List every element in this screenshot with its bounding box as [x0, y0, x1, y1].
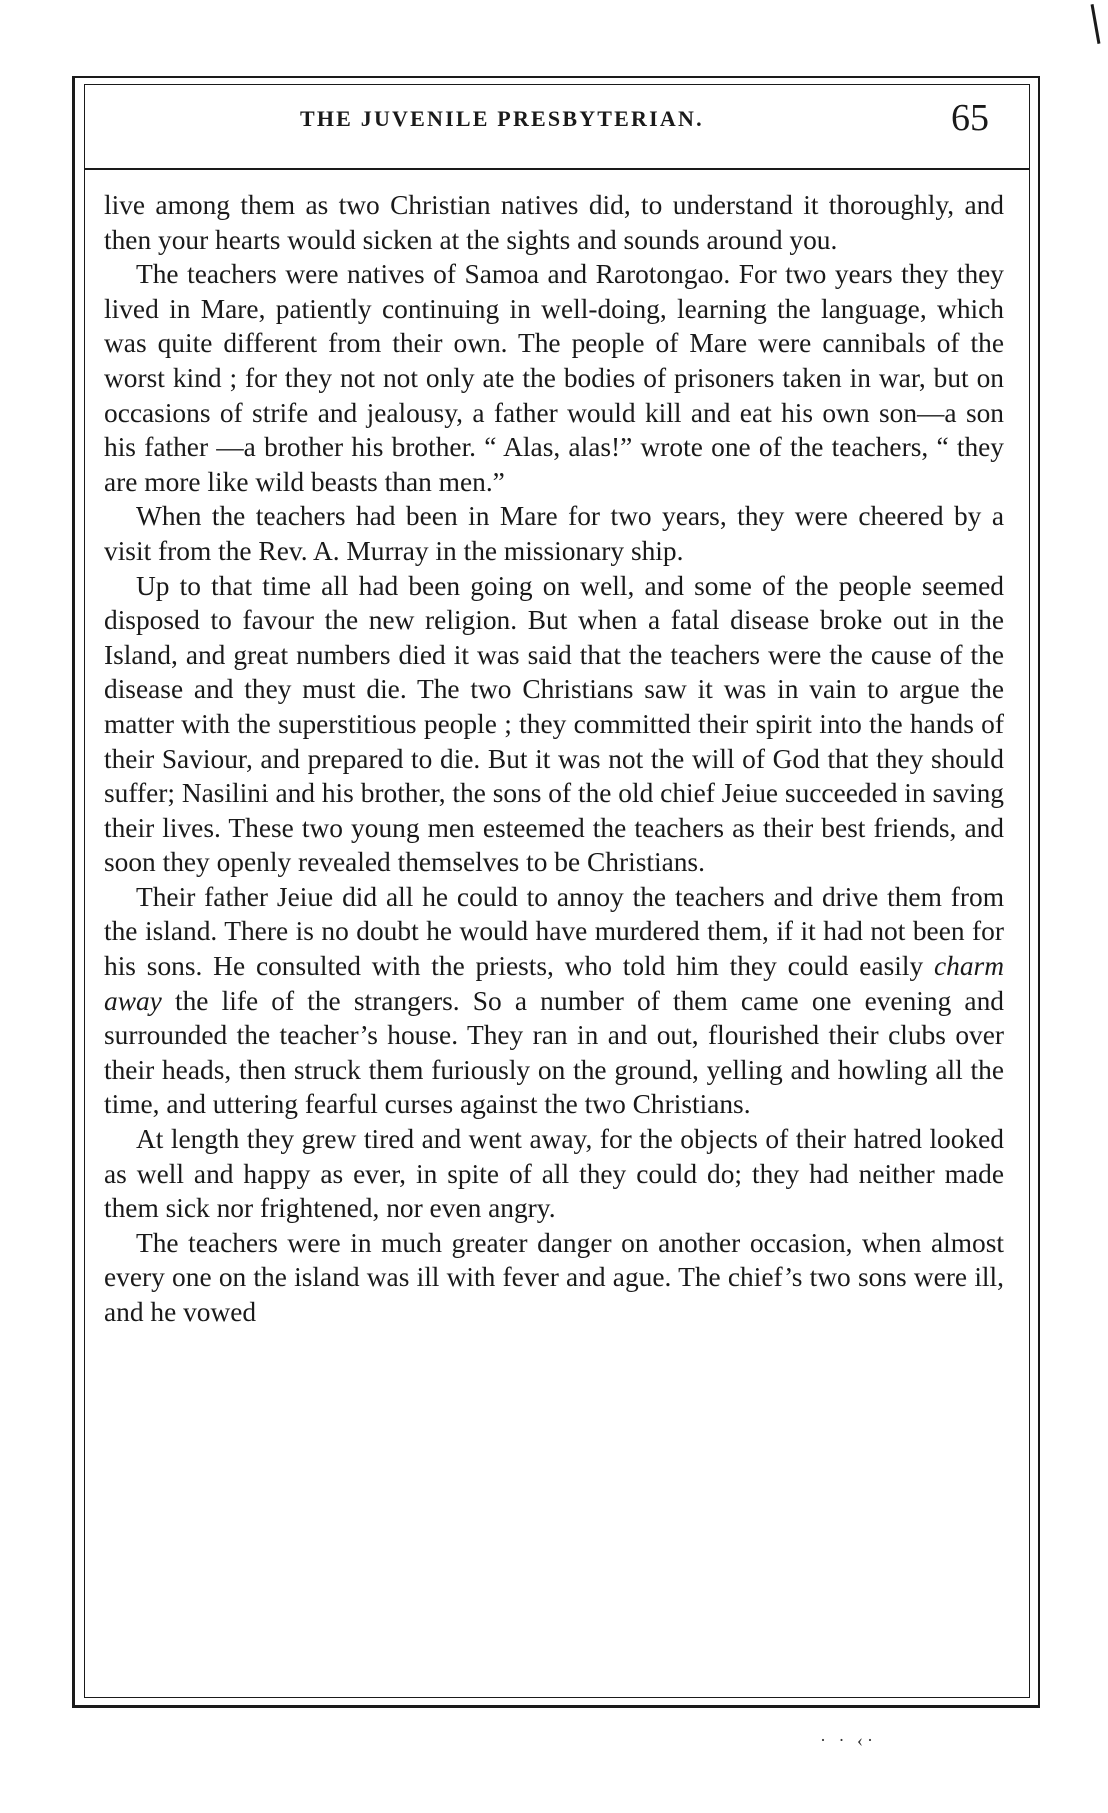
- paragraph-1: live among them as two Christian natives did, to understand it thoroughly, and then your hearts would sicken at the sights and sounds around you.: [104, 190, 1004, 255]
- running-head: THE JUVENILE PRESBYTERIAN.: [300, 106, 704, 131]
- paragraph-2: The teachers were natives of Samoa and Rarotongao. For two years they they lived in Mare, patiently continuing in well-doing, learning the language, which was quite different from their own. The people of Mare were cannibals of the worst kind ; for they not not only ate the bodies of prisoners taken in war, but on occasions of strife and jealousy, a father would kill and eat his own son—a son his father —a brother his brother. “ Alas, alas!” wrote one of the teachers, “ they are more like wild beasts than men.”: [104, 259, 1004, 497]
- paragraph-4: Up to that time all had been going on well, and some of the people seemed disposed to favour the new religion. But when a fatal disease broke out in the Island, and great numbers died it was said that the teachers were the cause of the disease and they must die. The two Christians saw it was in vain to argue the matter with the superstitious people ; they committed their spirit into the hands of their Saviour, and prepared to die. But it was not the will of God that they should suffer; Nasilini and his brother, the sons of the old chief Jeiue succeeded in saving their lives. These two young men esteemed the teachers as their best friends, and soon they openly revealed themselves to be Christians.: [104, 570, 1004, 878]
- header-rule: [84, 168, 1030, 170]
- italic-phrase: charm away: [104, 951, 1004, 1016]
- printer-speck: · · ‹·: [820, 1730, 877, 1750]
- page-number: 65: [951, 97, 989, 139]
- paragraph-7: The teachers were in much greater danger on another occasion, when almost every one on the island was ill with fever and ague. The chief’s two sons were ill, and he vowed: [104, 1227, 1004, 1327]
- paragraph-6: At length they grew tired and went away, for the objects of their hatred looked as well and happy as ever, in spite of all they could do; they had neither made them sick nor frightened, nor even angry.: [104, 1124, 1004, 1224]
- paragraph-5-end: the life of the strangers. So a number of them came one evening and surrounded the teacher’s house. They ran in and out, flourished their clubs over their heads, then struck them furiously on the ground, yelling and howling all the time, and uttering fearful curses against the two Christians.: [104, 985, 1004, 1120]
- paragraph-5: [104, 880, 1004, 1122]
- tick-mark: [1091, 4, 1101, 44]
- paragraph-3: When the teachers had been in Mare for two years, they were cheered by a visit from the Rev. A. Murray in the missionary ship.: [104, 501, 1004, 566]
- article-text: [104, 188, 1004, 1330]
- paragraph-5-start: Their father Jeiue did all he could to annoy the teachers and drive them from the island. There is no doubt he would have murdered them, if it had not been for his sons. He consulted with the priests, who told him they could easily: [104, 881, 1004, 982]
